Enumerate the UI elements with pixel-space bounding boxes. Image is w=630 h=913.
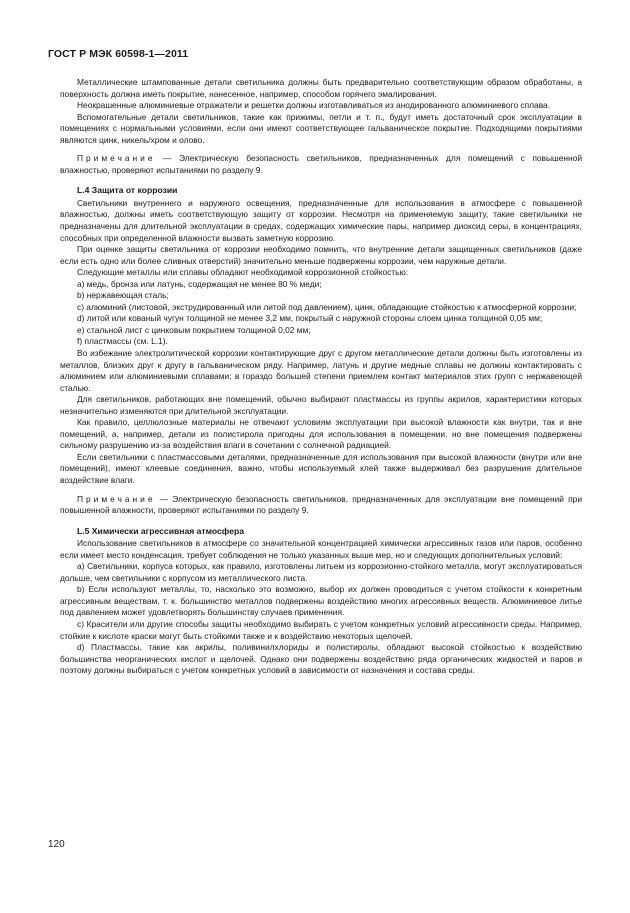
list-item: c) Красители или другие способы защиты необходимо выбирать с учетом конкретных условий агрессивности среды. Например, стойкие к кислоте краски могут быть стойкими также и к воздействию некоторых щелочей. [60,618,582,641]
paragraph: Использование светильников в атмосфере со значительной концентрацией химически агрессивных газов или паров, особенно если имеет место конденсация, требует соблюдения не только указанных выше мер, но и следующих дополнительных условий: [60,538,582,560]
paragraph: Неокрашенные алюминиевые отражатели и решетки должны изготавливаться из анодированного алюминиевого сплава. [77,100,551,111]
note-label: Примечание [77,493,156,504]
list-item: c) алюминий (листовой, экструдированный или литой под давлением), цинк, обладающие стойкостью к атмосферной коррозии; [77,301,577,312]
list-item: e) стальной лист с цинковым покрытием толщиной 0,02 мм; [77,324,311,335]
page-number: 120 [48,839,65,850]
paragraph: Во избежание электролитической коррозии контактирующие друг с другом металлические детали должны быть изготовлены из металлов, близких друг к другу в гальваническом ряду. Например, латунь и другие медные сплавы не должны контактировать с алюминием или алюминиевыми сплавами; в гораздо большей степени приемлем контакт материалов этих групп с нержавеющей сталью. [60,347,582,393]
paragraph: Как правило, целлюлозные материалы не отвечают условиям эксплуатации при высокой влажности как внутри, так и вне помещений, а, например, детали из полистирола пригодны для использования в помещении, но вне помещения подвержены сильному разрушению из-за воздействия влаги в сочетании с солнечной радиацией. [60,417,582,451]
section-heading-l4: L.4 Защита от коррозии [77,185,178,196]
note-text: — Электрическую безопасность светильников, предназначенных для помещений с повышенной влажностью, проверяют испытаниями по разделу 9. [60,153,582,175]
document-header: ГОСТ Р МЭК 60598-1—2011 [48,48,189,60]
paragraph: Следующие металлы или сплавы обладают необходимой коррозионной стойкостью: [77,267,409,278]
note-paragraph [60,153,582,176]
paragraph: Если светильники с пластмассовыми деталями, предназначенные для использования при высокой влажности (внутри или вне помещений), имеют клеевые соединения, важно, чтобы используемый клей также выдерживал без разрушения длительное воздействие влаги. [60,451,582,485]
document-body [60,77,582,677]
section-heading-l5: L.5 Химически агрессивная атмосфера [77,525,244,536]
list-item: b) нержавеющая сталь; [77,290,169,301]
paragraph: Вспомогательные детали светильников, такие как прижимы, петли и т. п., будут иметь достаточный срок эксплуатации в помещениях с нормальными условиями, если они имеют соответствующее гальваническое покрытие. Подходящими покрытиями являются цинк, никель/хром и олово. [60,111,582,145]
list-item: f) пластмассы (см. L.1). [77,336,168,347]
paragraph: Светильники внутреннего и наружного освещения, предназначенные для использования в атмосфере с повышенной влажностью, должны иметь соответствующую защиту от коррозии. Несмотря на применяемую защиту, такие светильники не предназначены для длительной эксплуатации в средах, содержащих химические пары, например диоксид серы, в концентрациях, способных при определенной влажности вызвать заметную коррозию. [60,197,582,243]
paragraph: Металлические штампованные детали светильника должны быть предварительно соответствующим образом обработаны, а поверхность должна иметь покрытие, нанесенное, например, способом горячего эмалирования. [60,77,582,99]
paragraph: Для светильников, работающих вне помещений, обычно выбирают пластмассы из группы акрилов, характеристики которых незначительно изменяются при длительной эксплуатации. [60,394,582,416]
list-item: a) Светильники, корпуса которых, как правило, изготовлены литьем из коррозионно-стойкого металла, могут эксплуатироваться дольше, чем светильники с корпусом из металлического листа. [60,561,582,583]
note-paragraph [60,494,582,517]
note-label: Примечание [77,153,156,164]
list-item: b) Если используют металлы, то, насколько это возможно, выбор их должен проводиться с учетом стойкости к конкретным агрессивным веществам, т. к. большинство металлов подвержены воздействию многих агрессивных веществ. Алюминиевое литье под давлением может удовлетворять большинству случаев применения. [60,584,582,618]
note-text: — Электрическую безопасность светильников, предназначенных для эксплуатации вне помещений при повышенной влажности, проверяют испытаниями по разделу 9. [60,493,582,516]
list-item: d) Пластмассы, такие как акрилы, поливинилхлориды и полистиролы, обладают высокой стойкостью к воздействию большинства неорганических кислот и щелочей. Однако они подвержены воздействию ряда органических жидкостей и паров и поэтому должны выбираться с учетом конкретных условий в зависимости от назначения и состава среды. [60,642,582,676]
list-item: a) медь, бронза или латунь, содержащая не менее 80 % меди; [77,278,322,289]
paragraph: При оценке защиты светильника от коррозии необходимо помнить, что внутренние детали защищенных светильников (даже если есть одно или более сливных отверстий) значительно меньше подвержены коррозии, чем наружные детали. [60,244,582,266]
list-item: d) литой или кованый чугун толщиной не менее 3,2 мм, покрытый с наружной стороны слоем цинка толщиной 0,05 мм; [77,313,543,324]
